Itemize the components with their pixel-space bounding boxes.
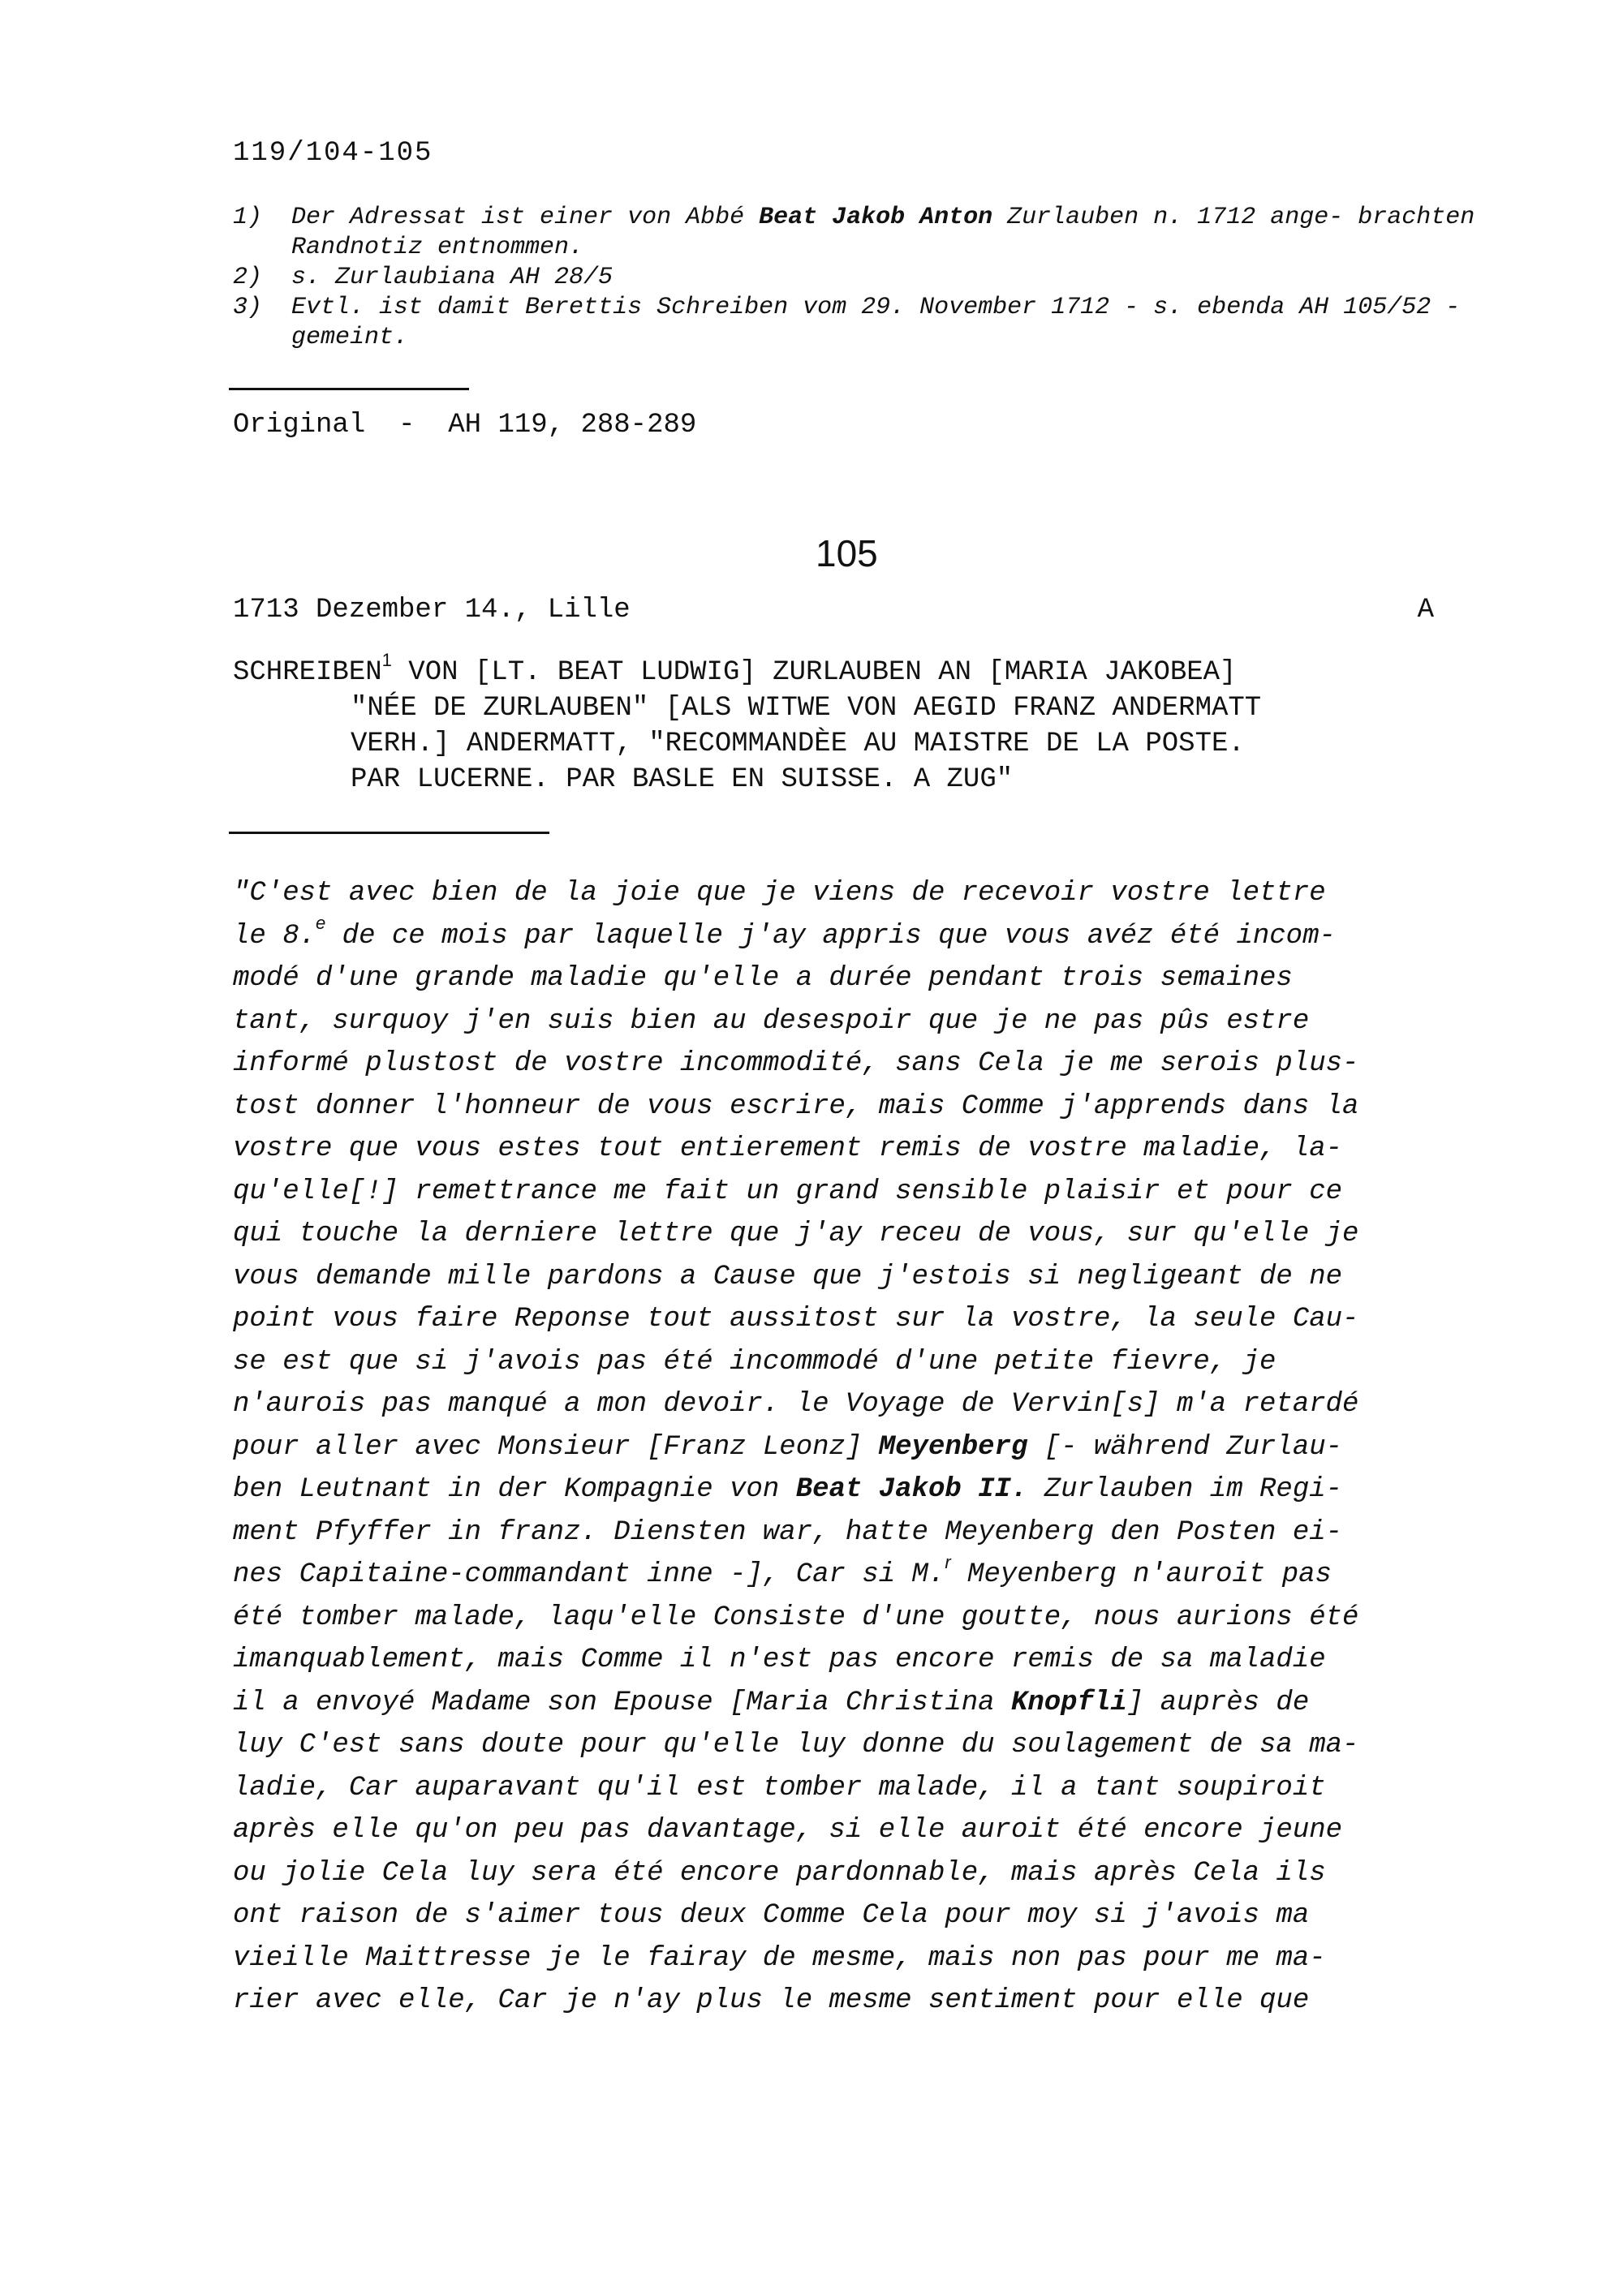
- body-text-part: ou jolie Cela luy sera été encore pardonnable, mais après Cela ils: [233, 1857, 1326, 1889]
- body-text-part: nes Capitaine-commandant inne -], Car si M.: [233, 1559, 945, 1590]
- heading-line: [233, 649, 1458, 690]
- body-line: [233, 1128, 1499, 1171]
- person-name: Beat Jakob Anton: [759, 204, 993, 231]
- body-text-part: se est que si j'avois pas été incommodé d'une petite fievre, je: [233, 1346, 1276, 1378]
- body-line: [233, 1852, 1499, 1895]
- footnote: [233, 263, 1499, 293]
- body-text-part: point vous faire Reponse tout aussitost sur la vostre, la seule Cau-: [233, 1304, 1359, 1335]
- body-line: [233, 1937, 1499, 1980]
- heading-line: "NÉE DE ZURLAUBEN" [ALS WITWE VON AEGID FRANZ ANDERMATT: [351, 693, 1262, 724]
- person-name: Meyenberg: [878, 1431, 1028, 1463]
- footnote-text-part: Der Adressat ist einer von Abbé: [291, 204, 760, 231]
- body-line: [233, 1171, 1499, 1214]
- body-line: [233, 1511, 1499, 1554]
- body-line: [233, 1000, 1499, 1043]
- body-text-part: "C'est avec bien de la joie que je viens de recevoir vostre lettre: [233, 878, 1326, 909]
- person-name: Knopfli: [1010, 1687, 1127, 1718]
- body-line: [233, 1980, 1499, 2023]
- document-heading: [233, 649, 1458, 798]
- body-text-part: tost donner l'honneur de vous escrire, mais Comme j'apprends dans la: [233, 1090, 1359, 1122]
- separator-rule: [229, 832, 549, 834]
- footnote-marker: 1: [381, 649, 392, 670]
- body-text-part: ] auprès de: [1126, 1687, 1310, 1718]
- date-place: 1713 Dezember 14., Lille: [233, 595, 631, 626]
- body-text-part: tant, surquoy j'en suis bien au desespoir que je ne pas pûs estre: [233, 1005, 1310, 1037]
- separator-rule: [229, 388, 469, 390]
- footnote-text-part: Evtl. ist damit Berettis Schreiben vom 29. November 1712 - s. ebenda AH 105/52 - gemeint.: [291, 294, 1461, 351]
- body-line: [233, 1639, 1499, 1682]
- body-text-part: été tomber malade, laqu'elle Consiste d'une goutte, nous aurions été: [233, 1602, 1359, 1633]
- heading-text: VON [LT. BEAT LUDWIG] ZURLAUBEN AN [MARIA JAKOBEA]: [391, 657, 1237, 688]
- body-text-part: ment Pfyffer in franz. Diensten war, hatte Meyenberg den Posten ei-: [233, 1516, 1343, 1548]
- body-line: [233, 872, 1499, 915]
- body-line: [233, 1256, 1499, 1299]
- heading-line: PAR LUCERNE. PAR BASLE EN SUISSE. A ZUG": [351, 764, 1014, 795]
- body-text-part: luy C'est sans doute pour qu'elle luy donne du soulagement de sa ma-: [233, 1730, 1359, 1761]
- body-text-part: ont raison de s'aimer tous deux Comme Cela pour moy si j'avois ma: [233, 1900, 1310, 1931]
- letter-body: [233, 872, 1499, 2023]
- footnote-number: 3): [233, 294, 263, 321]
- dateline: [233, 595, 1434, 626]
- footnote-number: 2): [233, 264, 263, 291]
- body-line: [233, 1597, 1499, 1640]
- body-text-part: après elle qu'on peu pas davantage, si elle auroit été encore jeune: [233, 1815, 1343, 1846]
- heading-line: VERH.] ANDERMATT, "RECOMMANDÈE AU MAISTRE DE LA POSTE.: [351, 729, 1245, 759]
- body-text-part: le 8.: [233, 920, 316, 952]
- footnote: [233, 203, 1499, 263]
- footnote-number: 1): [233, 204, 263, 231]
- footnote: [233, 293, 1499, 353]
- body-text-part: qu'elle[!] remettrance me fait un grand sensible plaisir et pour ce: [233, 1176, 1343, 1207]
- body-text-part: qui touche la derniere lettre que j'ay receu de vous, sur qu'elle je: [233, 1219, 1359, 1249]
- body-text-part: Meyenberg n'auroit pas: [950, 1559, 1332, 1590]
- body-line: [233, 1809, 1499, 1852]
- body-line: [233, 1682, 1499, 1725]
- body-text-part: ladie, Car auparavant qu'il est tomber malade, il a tant soupiroit: [233, 1772, 1326, 1804]
- body-text-part: n'aurois pas manqué a mon devoir. le Voyage de Vervin[s] m'a retardé: [233, 1389, 1359, 1420]
- body-line: [233, 1341, 1499, 1384]
- footnotes: [233, 203, 1499, 353]
- grade-letter: A: [1417, 595, 1434, 626]
- body-text-part: [- während Zurlau-: [1027, 1431, 1343, 1463]
- body-text-part: vostre que vous estes tout entierement remis de vostre maladie, la-: [233, 1133, 1343, 1164]
- person-name: Beat Jakob II.: [795, 1474, 1028, 1505]
- heading-prefix: SCHREIBEN: [233, 657, 382, 688]
- body-text-part: Zurlauben im Regi-: [1027, 1474, 1343, 1505]
- body-text-part: informé plustost de vostre incommodité, sans Cela je me serois plus-: [233, 1048, 1359, 1079]
- body-line: [233, 1551, 1499, 1597]
- body-text-part: il a envoyé Madame son Epouse [Maria Christina: [233, 1687, 1011, 1718]
- body-text-part: modé d'une grande maladie qu'elle a durée pendant trois semaines: [233, 963, 1293, 994]
- body-line: [233, 1298, 1499, 1341]
- footnote-text-part: Zurlauben n. 1712 ange- brachten Randnotiz entnommen.: [291, 204, 1475, 261]
- body-line: [233, 1767, 1499, 1810]
- body-text-part: pour aller avec Monsieur [Franz Leonz]: [233, 1431, 879, 1463]
- superscript: r: [945, 1551, 951, 1572]
- body-text-part: ben Leutnant in der Kompagnie von: [233, 1474, 796, 1505]
- body-line: [233, 1086, 1499, 1129]
- body-text-part: vieille Maittresse je le fairay de mesme, mais non pas pour me ma-: [233, 1942, 1326, 1974]
- body-text-part: imanquablement, mais Comme il n'est pas encore remis de sa maladie: [233, 1645, 1326, 1675]
- document-number: 105: [816, 532, 878, 574]
- body-line: [233, 1043, 1499, 1086]
- body-line: [233, 957, 1499, 1000]
- body-line: [233, 1894, 1499, 1937]
- body-text-part: de ce mois par laquelle j'ay appris que vous avéz été incom-: [325, 920, 1336, 952]
- body-line: [233, 1468, 1499, 1511]
- body-line: [233, 1724, 1499, 1767]
- body-line: [233, 1213, 1499, 1256]
- superscript: e: [316, 913, 326, 934]
- body-line: [233, 1426, 1499, 1469]
- body-line: [233, 915, 1499, 958]
- page-reference: 119/104-105: [233, 138, 433, 169]
- body-text-part: rier avec elle, Car je n'ay plus le mesme sentiment pour elle que: [233, 1985, 1310, 2016]
- body-text-part: vous demande mille pardons a Cause que j'estois si negligeant de ne: [233, 1261, 1343, 1292]
- original-source: Original - AH 119, 288-289: [233, 410, 697, 441]
- footnote-text-part: s. Zurlaubiana AH 28/5: [291, 264, 613, 291]
- body-line: [233, 1383, 1499, 1426]
